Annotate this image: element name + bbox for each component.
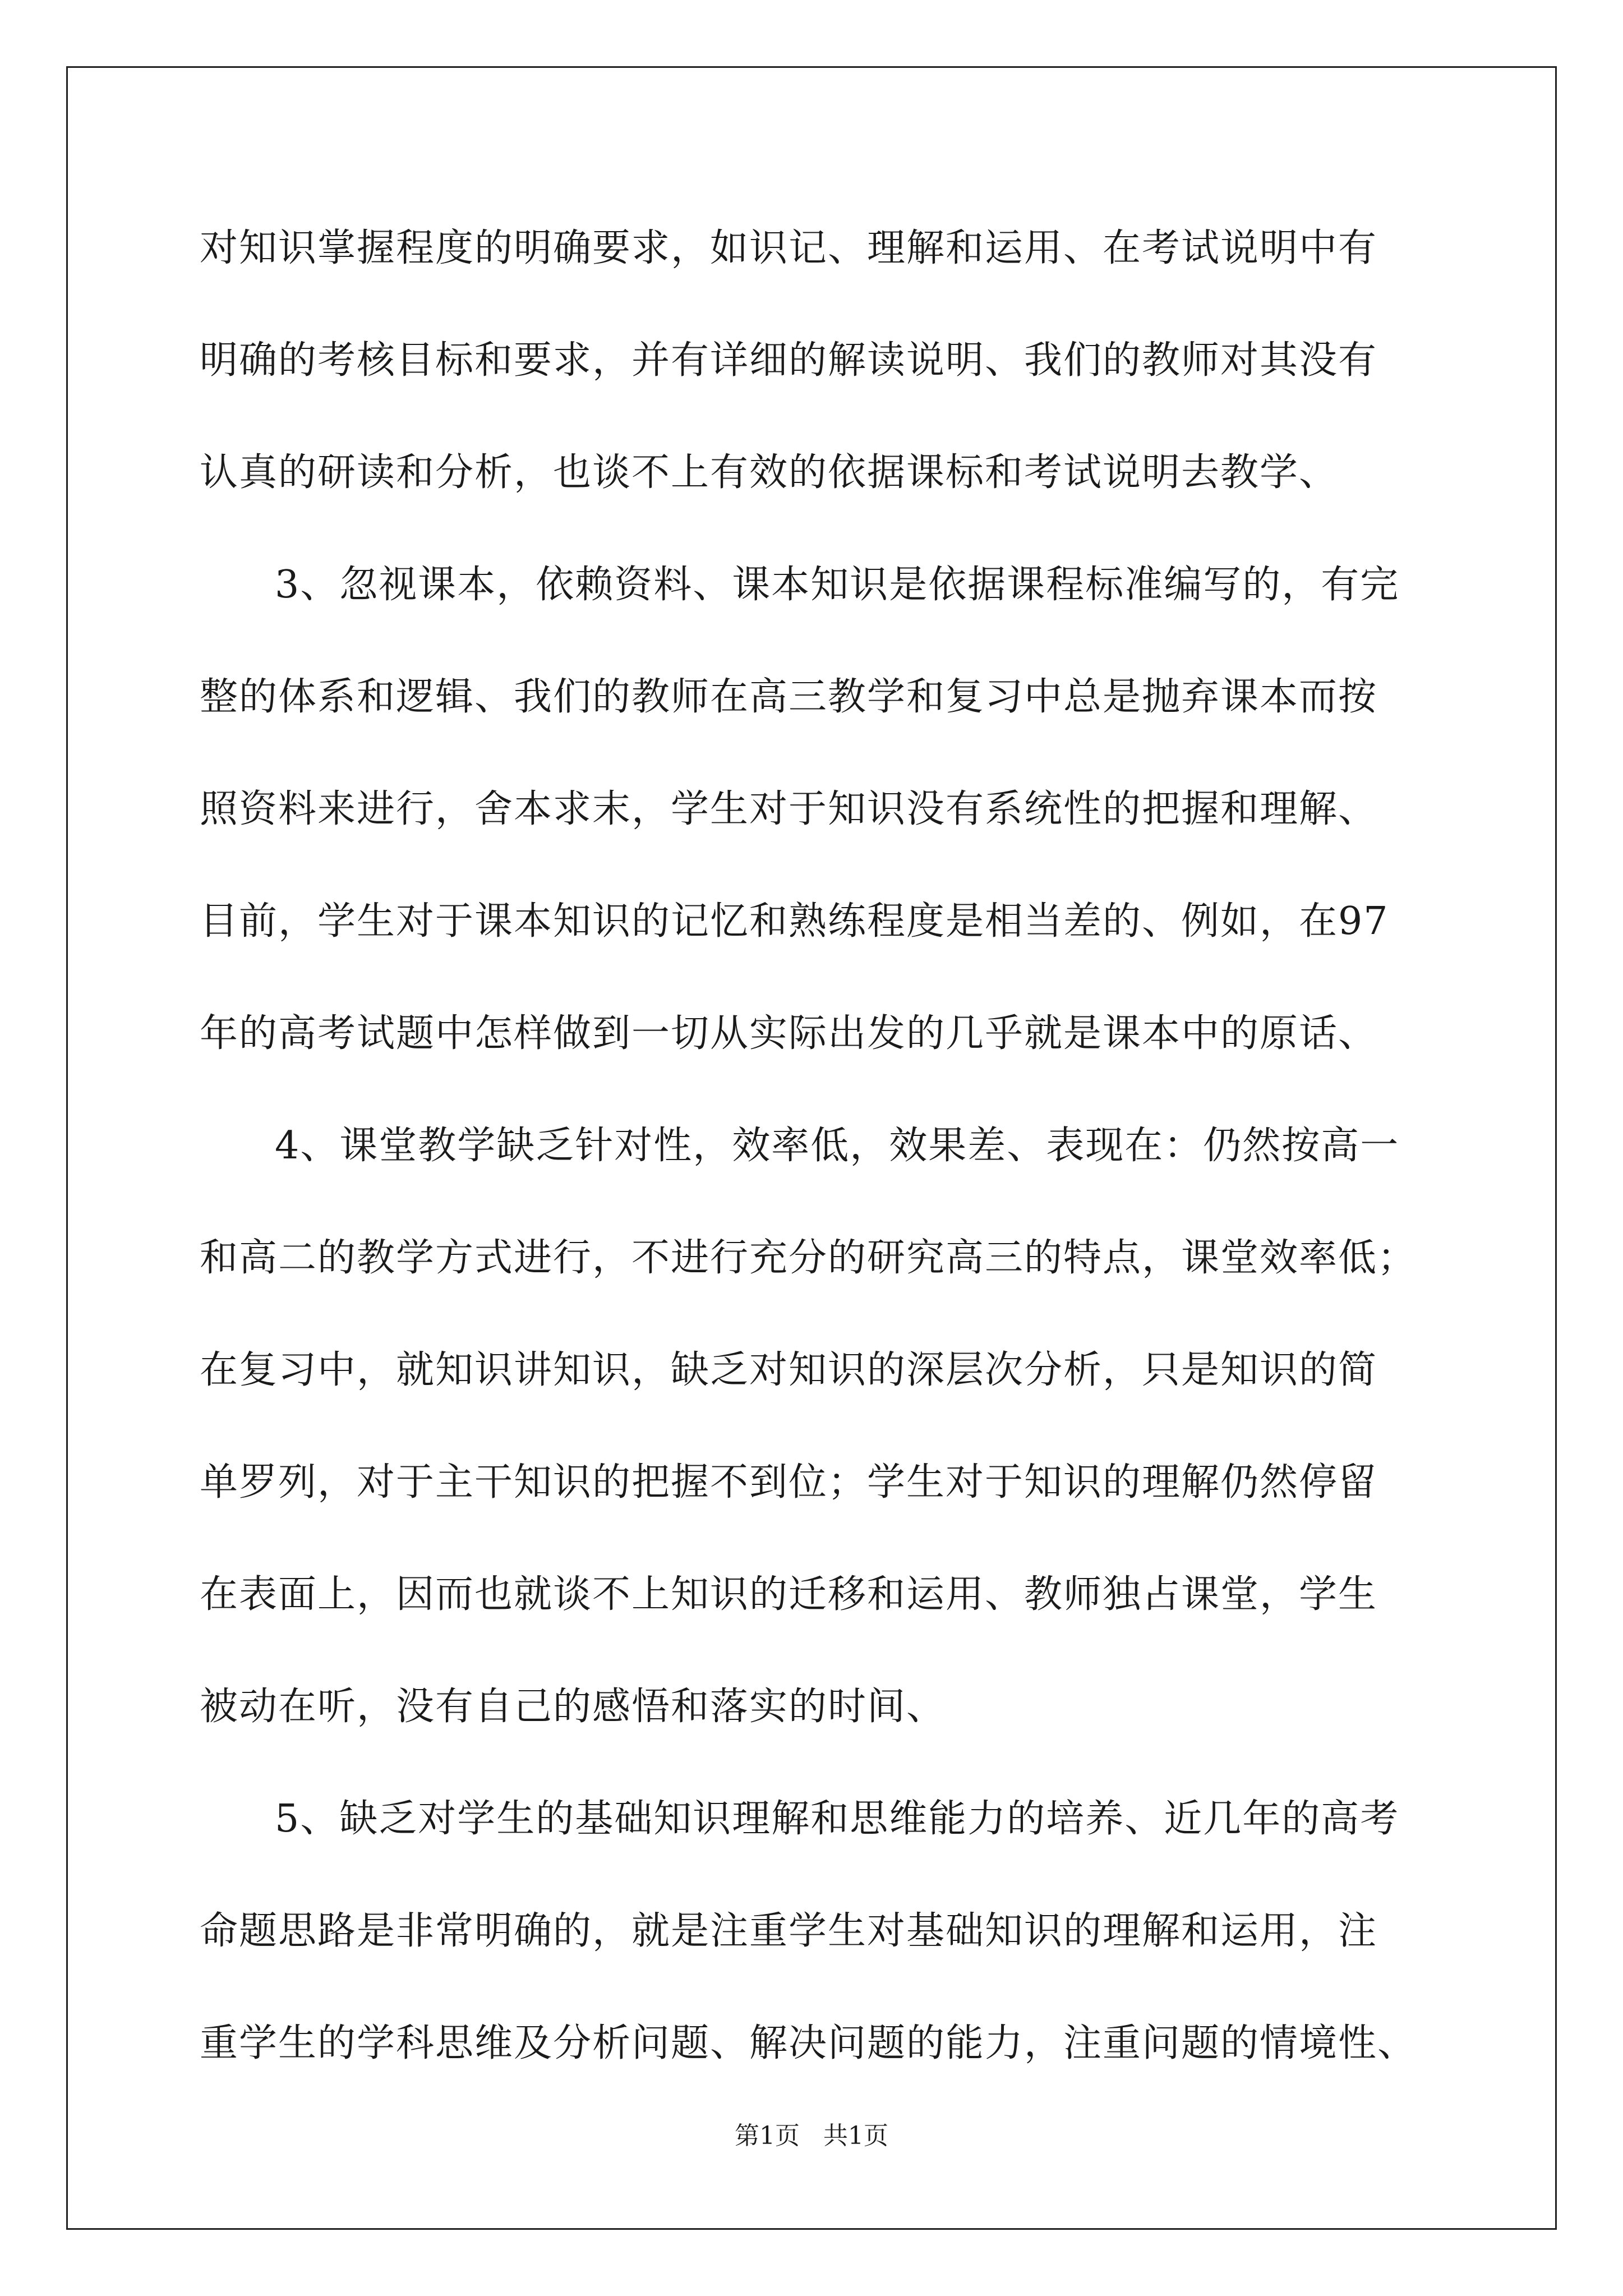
text-line: 年的高考试题中怎样做到一切从实际出发的几乎就是课本中的原话、 [200,1011,1378,1056]
text-line: 和高二的教学方式进行，不进行充分的研究高三的特点，课堂效率低； [200,1236,1417,1280]
paragraph-start-line: 5、缺乏对学生的基础知识理解和思维能力的培养、近几年的高考 [275,1797,1400,1841]
text-line: 重学生的学科思维及分析问题、解决问题的能力，注重问题的情境性、 [200,2021,1417,2065]
text-line: 单罗列，对于主干知识的把握不到位；学生对于知识的理解仍然停留 [200,1460,1378,1504]
text-line: 被动在听，没有自己的感悟和落实的时间、 [200,1685,946,1729]
text-line: 命题思路是非常明确的，就是注重学生对基础知识的理解和运用，注 [200,1909,1378,1953]
text-line: 目前，学生对于课本知识的记忆和熟练程度是相当差的、例如，在97 [200,899,1389,944]
text-line: 在表面上，因而也就谈不上知识的迁移和运用、教师独占课堂，学生 [200,1572,1378,1617]
paragraph-start-line: 4、课堂教学缺乏针对性，效率低，效果差、表现在：仍然按高一 [275,1124,1400,1168]
page-footer: 第1页 共1页 [735,2122,888,2150]
text-line: 对知识掌握程度的明确要求，如识记、理解和运用、在考试说明中有 [200,226,1378,270]
text-line: 在复习中，就知识讲知识，缺乏对知识的深层次分析，只是知识的简 [200,1348,1378,1392]
text-line: 照资料来进行，舍本求末，学生对于知识没有系统性的把握和理解、 [200,787,1378,831]
text-line: 明确的考核目标和要求，并有详细的解读说明、我们的教师对其没有 [200,338,1378,383]
paragraph-start-line: 3、忽视课本，依赖资料、课本知识是依据课程标准编写的，有完 [275,563,1400,607]
text-line: 认真的研读和分析，也谈不上有效的依据课标和考试说明去教学、 [200,450,1339,495]
text-line: 整的体系和逻辑、我们的教师在高三教学和复习中总是抛弃课本而按 [200,675,1378,719]
